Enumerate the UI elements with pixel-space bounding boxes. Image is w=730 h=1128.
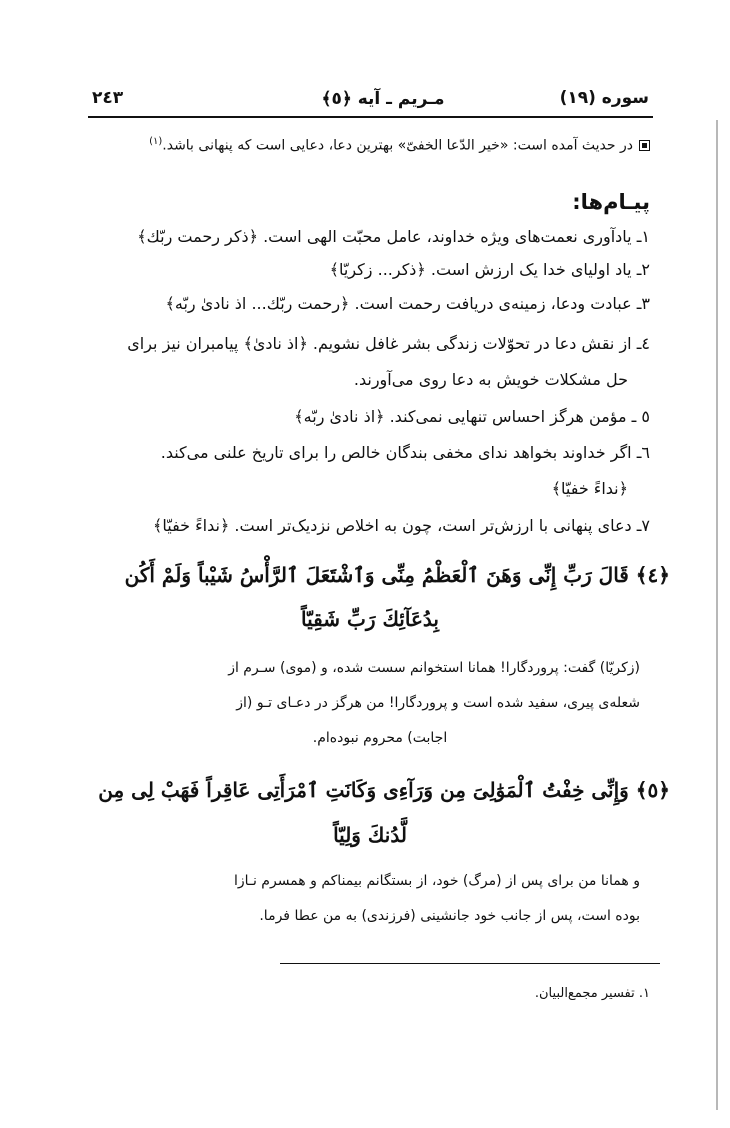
message-line: ٥ ـ مؤمن هرگز احساس تنهايى نمى‌كند. ﴿اذ نادىٰ ربّه﴾ [294,407,650,426]
message-line: ﴿نداءً خفيّا﴾ [551,479,628,498]
verse-5-line-1: ﴿٥﴾ وَإِنِّى خِفْتُ ٱلْمَوَٰلِىَ مِن وَرَآءِى وَكَانَتِ ٱمْرَأَتِى عَاقِراً فَهَبْ لِى مِن [98,778,670,802]
page-number: ٢٤٣ [92,88,124,108]
page-header [88,88,653,118]
hadith-note [80,136,650,154]
message-line: حل مشكلات خويش به دعا روى مى‌آورند. [353,370,628,389]
message-line: ٦ـ اگر خداوند بخواهد نداى مخفى بندگان خالص را براى تاريخ علنى مى‌كند. [160,443,650,462]
sura-label: سوره (١٩) [559,88,649,108]
message-line: ٣ـ عبادت ودعا، زمينه‌ى دريافت رحمت است. ﴿رحمت ربّك... اذ نادىٰ ربّه﴾ [165,294,650,313]
verse-5-translation: و همانا من براى پس از (مرگ) خود، از بستگانم بيمناكم و همسرم نـازا [233,873,640,889]
page-edge-shadow [716,120,718,1110]
message-line: ٢ـ ياد اولياى خدا يک ارزش است. ﴿ذكر... زكريّا﴾ [329,260,650,279]
square-bullet-icon [639,140,650,151]
header-title: مـريم ـ آيه ﴿٥﴾ [321,89,445,109]
verse-5-line-2: لَّدُنكَ وَلِيّاً [333,823,407,847]
footnote-reference: (١) [149,136,163,147]
footnote-divider [280,963,660,964]
verse-4-line-1: ﴿٤﴾ قَالَ رَبِّ إِنِّى وَهَنَ ٱلْعَظْمُ مِنِّى وَٱشْتَعَلَ ٱلرَّأْسُ شَيْباً وَلَمْ أَكُن [124,563,670,587]
hadith-note-text: در حديث آمده است: «خير الدّعا الخفىّ» بهترين دعا، دعايى است كه پنهانى باشد. [162,137,633,154]
verse-5-translation: بوده است، پس از جانب خود جانشينى (فرزندى) به من عطا فرما. [259,908,640,924]
verse-4-translation: (زكريّا) گفت: پروردگارا! همانا استخوانم سست شده، و (موى) سـرم از [228,660,640,676]
verse-4-line-2: بِدُعَآئِكَ رَبِّ شَقِيّاً [301,607,439,631]
footnote: ١. تفسير مجمع‌البيان. [534,986,650,1001]
message-line: ١ـ يادآورى نعمت‌هاى ويژه خداوند، عامل محبّت الهى است. ﴿ذكر رحمت ربّك﴾ [137,227,650,246]
message-line: ٤ـ از نقش دعا در تحوّلات زندگى بشر غافل نشويم. ﴿اذ نادىٰ﴾ پيامبران نيز براى [127,334,650,353]
message-line: ٧ـ دعاى پنهانى با ارزش‌تر است، چون به اخلاص نزديک‌تر است. ﴿نداءً خفيّا﴾ [153,516,650,535]
verse-4-translation: اجابت) محروم نبوده‌ام. [312,730,448,746]
messages-heading: پيـام‌ها: [572,190,650,214]
verse-4-translation: شعله‌ى پيرى، سفيد شده است و پروردگارا! من هرگز در دعـاى تـو (از [236,695,640,711]
